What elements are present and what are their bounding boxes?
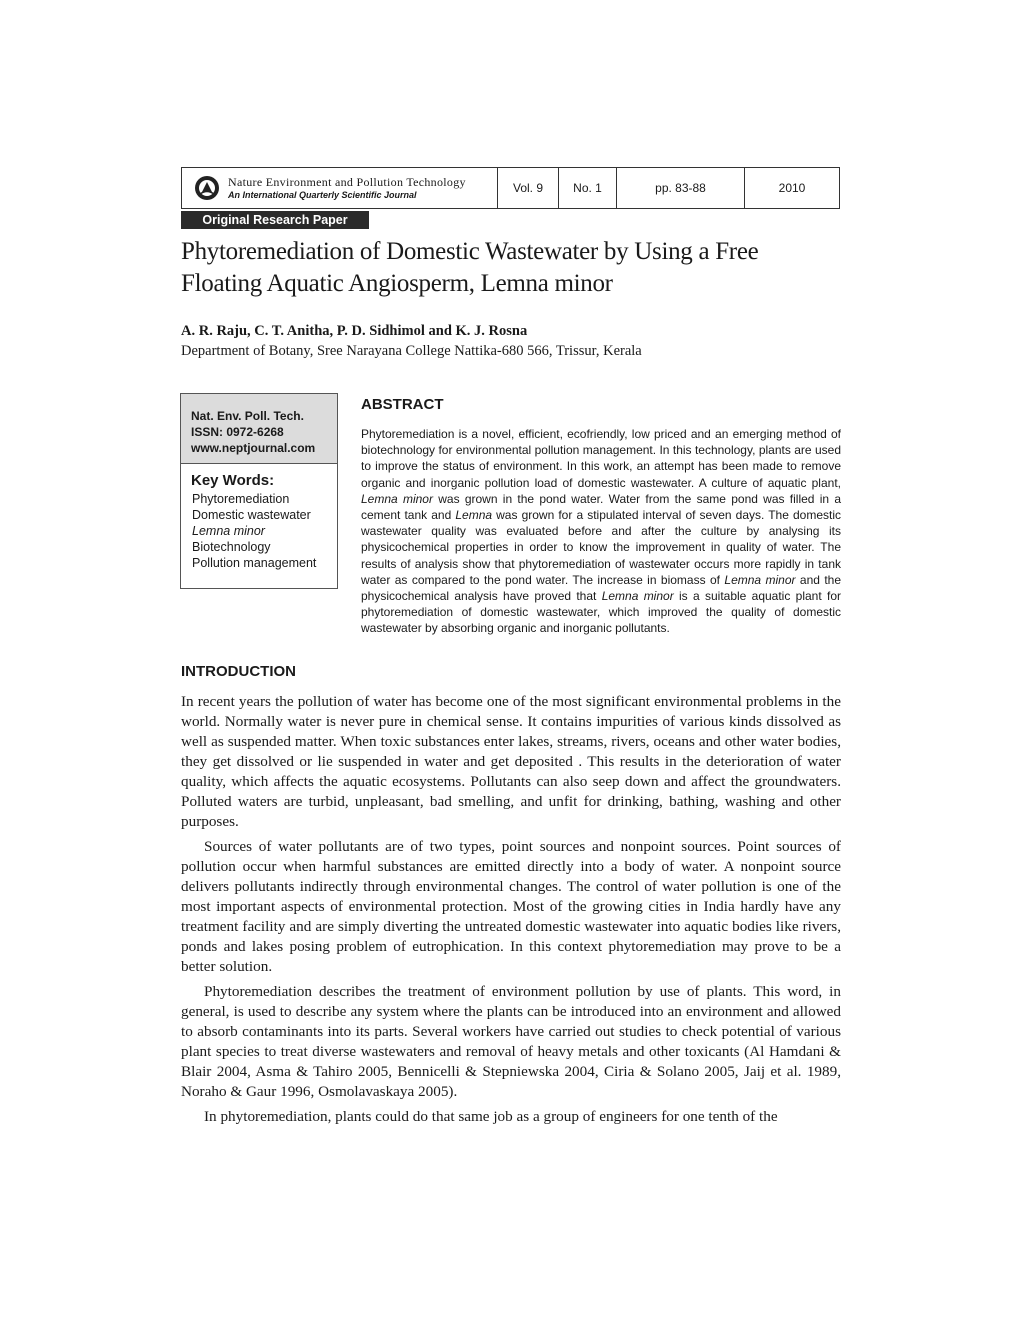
- journal-header: [181, 167, 840, 209]
- abstract-text: Phytoremediation is a novel, efficient, ecofriendly, low priced and an emerging method of biotechnology for environmental pollution management. In this technology, plants are used to improve the status of environment. In this work, an attempt has been made to remove organic and inorganic pollution load of domestic wastewater. A culture of aquatic plant, Lemna minor was grown in the pond water. Water from the same pond was filled in a cement tank and Lemna was grown for a stipulated interval of seven days. The domestic wastewater quality was evaluated before and after the culture by analysing its physicochemical properties in order to know the improvement in quality of water. The results of analysis show that phytoremediation of wastewater occurs more rapidly in tank water as compared to the pond water. The increase in biomass of Lemna minor and the physicochemical analysis have proved that Lemna minor is a suitable aquatic plant for phytoremediation of domestic wastewater, which improved the quality of domestic wastewater by absorbing organic and inorganic pollutants.: [361, 427, 842, 636]
- paragraph: In recent years the pollution of water has become one of the most significant environmental problems in the world. Normally water is never pure in chemical sense. It contains impurities of various kinds dissolved as well as suspended matter. When toxic substances enter lakes, streams, rivers, oceans and other water bodies, they get dissolved or lie suspended in water and get deposited . This results in the deterioration of water quality, which affects the aquatic ecosystems. Pollutants can also seep down and affect the groundwaters. Polluted waters are turbid, unpleasant, bad smelling, and unfit for drinking, bathing, washing and other purposes.: [181, 693, 841, 830]
- keyword: Domestic wastewater: [192, 508, 311, 522]
- keyword: Lemna minor: [192, 524, 265, 538]
- journal-name: Nature Environment and Pollution Technology: [228, 175, 466, 189]
- introduction-body: [181, 692, 841, 1127]
- info-sidebar: [180, 393, 338, 589]
- journal-info: [182, 168, 498, 208]
- journal-subtitle: An International Quarterly Scientific Journal: [228, 190, 417, 200]
- abstract-heading: ABSTRACT: [361, 396, 444, 413]
- keyword: Biotechnology: [192, 540, 271, 554]
- issn: ISSN: 0972-6268: [191, 425, 284, 439]
- paper-type-badge: Original Research Paper: [181, 211, 369, 229]
- affiliation: Department of Botany, Sree Narayana College Nattika-680 566, Trissur, Kerala: [181, 343, 642, 359]
- issue-number: No. 1: [559, 168, 617, 208]
- authors: A. R. Raju, C. T. Anitha, P. D. Sidhimol and K. J. Rosna: [181, 323, 528, 339]
- paragraph: Sources of water pollutants are of two types, point sources and nonpoint sources. Point sources of pollution occur when harmful substances are emitted directly into a body of water. A nonpoint source delivers pollutants indirectly through environmental changes. The control of water pollution is one of the most important aspects of environmental protection. Most of the growing cities in India hardly have any treatment facility and are simply diverting the untreated domestic wastewater into aquatic bodies like rivers, ponds and lakes posing problem of eutrophication. In this context phytoremediation may prove to be a better solution.: [181, 838, 841, 975]
- paragraph: Phytoremediation describes the treatment of environment pollution by use of plants. This word, in general, is used to describe any system where the plants can be introduced into an environment and allowed to absorb contaminants into its parts. Several workers have carried out studies to check potential of various plant species to treat diverse wastewaters and removal of heavy metals and other toxicants (Al Hamdani & Blair 2004, Asma & Tahiro 2005, Bennicelli & Stepniewska 2004, Ciria & Solano 2005, Jaij et al. 1989, Noraho & Gaur 1996, Osmolavaskaya 2005).: [181, 983, 841, 1100]
- journal-meta: [181, 394, 337, 464]
- keyword: Pollution management: [192, 556, 317, 570]
- paper-title: Phytoremediation of Domestic Wastewater by Using a Free Floating Aquatic Angiosperm, Lemna minor: [181, 238, 759, 297]
- keywords-title: Key Words:: [191, 472, 275, 489]
- journal-website: www.neptjournal.com: [191, 441, 316, 455]
- keyword: Phytoremediation: [192, 492, 290, 506]
- journal-logo-icon: [194, 175, 220, 201]
- volume: Vol. 9: [498, 168, 559, 208]
- journal-abbrev: Nat. Env. Poll. Tech.: [191, 409, 304, 423]
- year: 2010: [778, 181, 806, 195]
- page-range: pp. 83-88: [617, 168, 745, 208]
- introduction-heading: INTRODUCTION: [181, 663, 296, 680]
- paragraph: In phytoremediation, plants could do that same job as a group of engineers for one tenth of the: [204, 1108, 778, 1125]
